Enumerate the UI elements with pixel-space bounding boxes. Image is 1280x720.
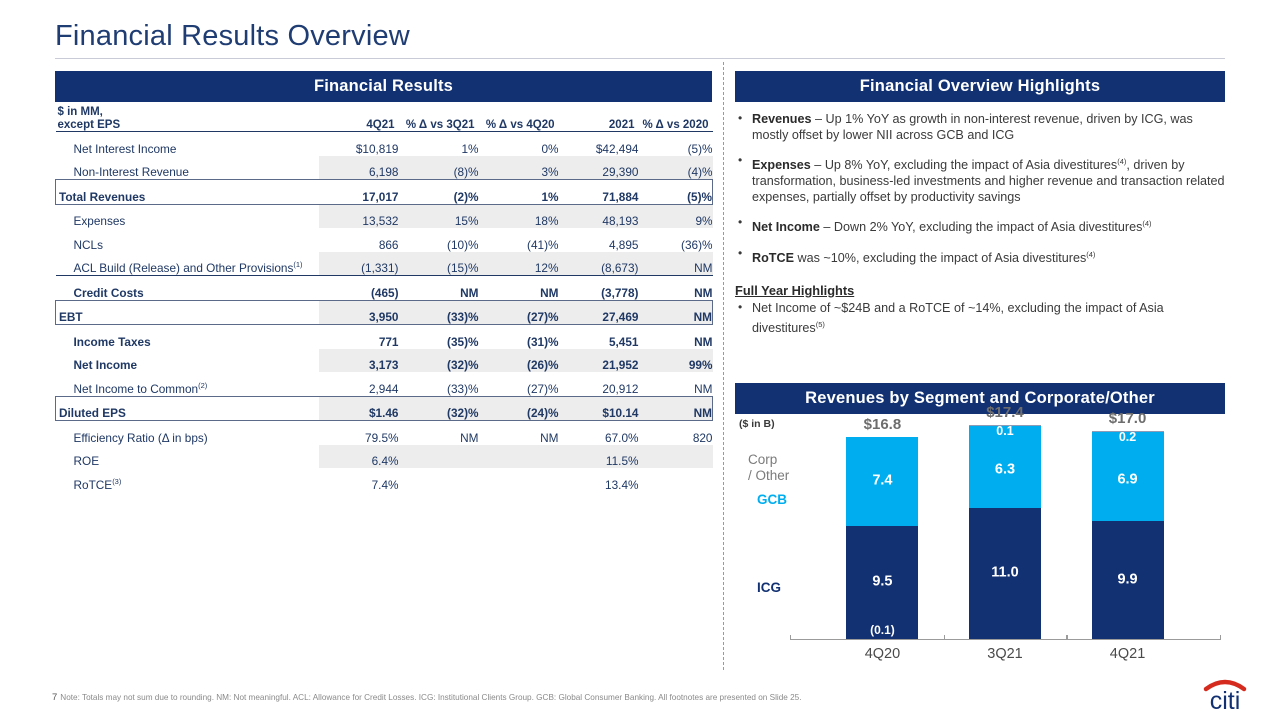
table-row — [56, 252, 713, 276]
cell-r8-c1: (35)% — [447, 334, 479, 349]
unit-line-1: $ in MM, — [57, 106, 103, 118]
cell-r7-c2: (27)% — [479, 300, 559, 325]
footnote-marker: (4) — [1117, 157, 1127, 167]
cell-r11-c2: (24)% — [479, 396, 559, 421]
column-header-0: 4Q21 — [319, 106, 399, 132]
cell-r0-c4: (5)% — [687, 141, 713, 156]
axis-tick-0 — [790, 635, 791, 640]
cell-r3-c3: 48,193 — [559, 204, 639, 228]
cell-r5-c0: (1,331) — [319, 252, 399, 276]
unit-line-2: except EPS — [57, 118, 121, 131]
cell-r13-c2 — [479, 445, 559, 469]
footnote-marker: (2) — [198, 380, 208, 390]
cell-r7-c3: 27,469 — [559, 300, 639, 325]
footnote-marker: (1) — [293, 260, 303, 270]
cell-r5-c1: (15)% — [399, 252, 479, 276]
cell-r14-c0: 7.4% — [371, 477, 399, 492]
cell-r8-c0: 771 — [378, 334, 399, 349]
cell-r7-c1: (33)% — [399, 300, 479, 325]
citi-logo — [1186, 676, 1264, 714]
column-header-2: % Δ vs 4Q20 — [479, 106, 559, 132]
cell-r12-c2: NM — [540, 430, 559, 445]
column-header-1: % Δ vs 3Q21 — [399, 106, 479, 132]
row-label: Total Revenues — [56, 180, 319, 205]
cell-r11-c3: $10.14 — [559, 396, 639, 421]
cell-r5-c3: (8,673) — [559, 252, 639, 276]
cell-r8-c4: NM — [694, 334, 713, 349]
cell-r9-c0: 3,173 — [319, 349, 399, 373]
cell-r9-c1: (32)% — [399, 349, 479, 373]
bar-label-gcb-4Q21: 6.9 — [1117, 471, 1138, 488]
cell-r0-c1: 1% — [461, 141, 479, 156]
row-label: Credit Costs — [56, 276, 319, 301]
bar-segment-gcb-3Q21 — [969, 432, 1041, 507]
row-label: ACL Build (Release) and Other Provisions$^{(1)}$ — [73, 260, 303, 275]
x-axis-label-3Q21: 3Q21 — [987, 646, 1023, 662]
row-label: Net Income to Common$^{(2)}$ — [73, 380, 208, 396]
cell-r3-c2: 18% — [479, 204, 559, 228]
legend-corp-line1: Corp — [748, 452, 778, 467]
chart-x-axis — [790, 639, 1220, 640]
cell-r1-c1: (8)% — [399, 156, 479, 180]
table-row — [56, 300, 713, 325]
cell-r4-c2: (41)% — [527, 237, 559, 252]
cell-r2-c1: (2)% — [399, 180, 479, 205]
cell-r9-c2: (26)% — [479, 349, 559, 373]
bar-total-3Q21: $17.4 — [986, 404, 1024, 422]
cell-r10-c4: NM — [694, 381, 713, 396]
x-axis-label-4Q20: 4Q20 — [864, 646, 901, 662]
table-row — [56, 468, 713, 492]
cell-r4-c4: (36)% — [681, 237, 713, 252]
page-title: Financial Results Overview — [55, 20, 410, 52]
bar-segment-corp-4Q21 — [1092, 430, 1164, 445]
bar-total-4Q21: $17.0 — [1108, 410, 1147, 428]
financial-results-table-container — [55, 106, 712, 492]
axis-tick-2 — [1066, 635, 1067, 640]
bar-total-4Q20: $16.8 — [863, 416, 902, 434]
bar-label-gcb-3Q21: 6.3 — [994, 461, 1016, 478]
highlights-list — [735, 112, 1230, 341]
row-label: ROE — [73, 454, 100, 468]
cell-r4-c0: 866 — [378, 237, 399, 252]
full-year-highlights-header: Full Year Highlights — [735, 282, 855, 298]
financial-results-table-body — [56, 132, 713, 492]
table-header-row — [56, 106, 713, 132]
cell-r1-c3: 29,390 — [559, 156, 639, 180]
bar-segment-icg-4Q20 — [846, 526, 918, 639]
cell-r1-c0: 6,198 — [319, 156, 399, 180]
cell-r3-c4: 9% — [639, 204, 713, 228]
bar-segment-icg-3Q21 — [969, 508, 1041, 639]
cell-r13-c1 — [399, 445, 479, 469]
bar-segment-gcb-4Q21 — [1092, 438, 1164, 520]
bullet-lead: Expenses — [752, 158, 811, 173]
cell-r14-c4 — [639, 468, 713, 492]
cell-r8-c3: 5,451 — [608, 334, 639, 349]
bar-segment-icg-4Q21 — [1092, 521, 1164, 639]
cell-r12-c3: 67.0% — [605, 430, 639, 445]
cell-r13-c4 — [639, 445, 713, 469]
footer-note: Note: Totals may not sum due to rounding. NM: Not meaningful. ACL: Allowance for Credit Losses. ICG: Institutional Clients Group. GCB: Global Consumer Banking. All footnotes are presented on Slide 25. — [60, 693, 802, 702]
bar-label-icg-4Q21: 9.9 — [1117, 571, 1138, 588]
row-label: Net Interest Income — [73, 141, 177, 156]
column-header-4: % Δ vs 2020 — [639, 106, 713, 132]
cell-r10-c0: 2,944 — [368, 381, 399, 396]
cell-r3-c0: 13,532 — [319, 204, 399, 228]
bar-label-icg-3Q21: 11.0 — [991, 564, 1019, 581]
cell-r13-c3: 11.5% — [559, 445, 639, 469]
cell-r10-c3: 20,912 — [602, 381, 639, 396]
cell-r14-c3: 13.4% — [605, 477, 639, 492]
cell-r9-c4: 99% — [639, 349, 713, 373]
row-label: Efficiency Ratio (Δ in bps) — [73, 430, 208, 445]
cell-r2-c4: (5)% — [639, 180, 713, 205]
chart-unit-label: ($ in B) — [739, 418, 775, 430]
table-row — [56, 349, 713, 373]
cell-r9-c3: 21,952 — [559, 349, 639, 373]
svg-text:citi: citi — [1209, 687, 1241, 714]
row-label: Expenses — [73, 214, 126, 228]
cell-r6-c2: NM — [479, 276, 559, 301]
page-number: 7 — [52, 692, 58, 703]
table-row — [56, 421, 713, 445]
row-label: NCLs — [73, 237, 103, 252]
cell-r6-c0: (465) — [319, 276, 399, 301]
cell-r11-c4: NM — [639, 396, 713, 421]
bar-label-icg-4Q20: 9.5 — [872, 573, 893, 590]
axis-tick-1 — [944, 635, 945, 640]
cell-r12-c4: 820 — [692, 430, 713, 445]
bullet-lead: RoTCE — [752, 251, 794, 266]
table-row — [56, 228, 713, 252]
revenues-bar-chart — [735, 404, 1225, 670]
cell-r3-c1: 15% — [399, 204, 479, 228]
table-row — [56, 276, 713, 301]
cell-r0-c0: $10,819 — [355, 141, 399, 156]
bullet-lead: Revenues — [752, 112, 812, 126]
slide-footer — [52, 692, 802, 703]
title-divider — [55, 58, 1225, 59]
full-year-bullet-0: • Net Income of ~$24B and a RoTCE of ~14%, excluding the impact of Asia divestitures$^{(5)}$ — [735, 301, 1230, 336]
highlight-bullet-1: • Expenses – Up 8% YoY, excluding the impact of Asia divestitures$^{(4)}$, driven by transformation, business-led investments and higher revenue and transaction related expenses, partially offset by productivity savings — [735, 154, 1230, 205]
table-unit-label — [56, 106, 319, 132]
highlight-bullet-0: • Revenues – Up 1% YoY as growth in non-interest revenue, driven by ICG, was mostly offset by lower NII across GCB and ICG — [735, 112, 1230, 143]
cell-r7-c0: 3,950 — [319, 300, 399, 325]
cell-r10-c2: (27)% — [527, 381, 559, 396]
financial-results-table — [55, 106, 713, 492]
cell-r1-c2: 3% — [479, 156, 559, 180]
table-row — [56, 204, 713, 228]
legend-icg: ICG — [757, 580, 782, 595]
row-label: Net Income — [73, 358, 138, 372]
row-label: Income Taxes — [73, 334, 151, 349]
cell-r7-c4: NM — [639, 300, 713, 325]
cell-r11-c1: (32)% — [399, 396, 479, 421]
table-row — [56, 396, 713, 421]
row-label: Non-Interest Revenue — [73, 165, 189, 179]
row-label: Diluted EPS — [56, 396, 319, 421]
table-row — [56, 372, 713, 396]
legend-corp-line2: / Other — [748, 468, 790, 483]
cell-r13-c0: 6.4% — [319, 445, 399, 469]
bar-label-gcb-4Q20: 7.4 — [872, 473, 893, 490]
table-row — [56, 156, 713, 180]
cell-r0-c2: 0% — [541, 141, 559, 156]
cell-r5-c2: 12% — [479, 252, 559, 276]
cell-r2-c2: 1% — [479, 180, 559, 205]
panel-divider — [723, 62, 724, 670]
cell-r4-c3: 4,895 — [608, 237, 639, 252]
bar-segment-gcb-4Q20 — [846, 437, 918, 525]
row-label: EBT — [56, 300, 319, 325]
highlight-bullet-2: • Net Income – Down 2% YoY, excluding the impact of Asia divestitures$^{(4)}$ — [735, 216, 1230, 236]
cell-r0-c3: $42,494 — [595, 141, 639, 156]
cell-r11-c0: $1.46 — [319, 396, 399, 421]
footnote-marker: (3) — [112, 476, 122, 486]
bar-segment-corp-3Q21 — [969, 424, 1041, 439]
footnote-marker: (4) — [1142, 219, 1152, 229]
table-row — [56, 180, 713, 205]
cell-r2-c3: 71,884 — [559, 180, 639, 205]
cell-r12-c1: NM — [460, 430, 479, 445]
cell-r6-c4: NM — [639, 276, 713, 301]
column-header-3: 2021 — [559, 106, 639, 132]
table-row — [56, 132, 713, 156]
cell-r1-c4: (4)% — [639, 156, 713, 180]
row-label: RoTCE$^{(3)}$ — [73, 476, 122, 492]
cell-r14-c2 — [479, 468, 559, 492]
cell-r10-c1: (33)% — [447, 381, 479, 396]
cell-r6-c3: (3,778) — [559, 276, 639, 301]
cell-r5-c4: NM — [639, 252, 713, 276]
highlight-bullet-3: • RoTCE was ~10%, excluding the impact of Asia divestitures$^{(4)}$ — [735, 247, 1230, 267]
bar-label-corp-4Q21: 0.2 — [1118, 430, 1137, 445]
bar-label-corp-3Q21: 0.1 — [996, 424, 1014, 439]
revenues-chart-header: Revenues by Segment and Corporate/Other — [735, 383, 1225, 414]
cell-r14-c1 — [399, 468, 479, 492]
bullet-lead: Net Income — [752, 220, 820, 235]
table-row — [56, 325, 713, 349]
footnote-marker: (5) — [815, 319, 825, 329]
cell-r8-c2: (31)% — [527, 334, 559, 349]
bar-label-corp-4Q20: (0.1) — [870, 623, 895, 637]
chart-plot-area — [790, 404, 1220, 639]
financial-results-header: Financial Results — [55, 71, 712, 102]
cell-r6-c1: NM — [399, 276, 479, 301]
axis-tick-3 — [1220, 635, 1221, 640]
x-axis-label-4Q21: 4Q21 — [1109, 646, 1146, 662]
financial-overview-highlights-header: Financial Overview Highlights — [735, 71, 1225, 102]
table-row — [56, 445, 713, 469]
legend-gcb: GCB — [757, 492, 787, 507]
cell-r2-c0: 17,017 — [319, 180, 399, 205]
cell-r4-c1: (10)% — [447, 237, 479, 252]
footnote-marker: (4) — [1086, 249, 1096, 259]
cell-r12-c0: 79.5% — [365, 430, 399, 445]
